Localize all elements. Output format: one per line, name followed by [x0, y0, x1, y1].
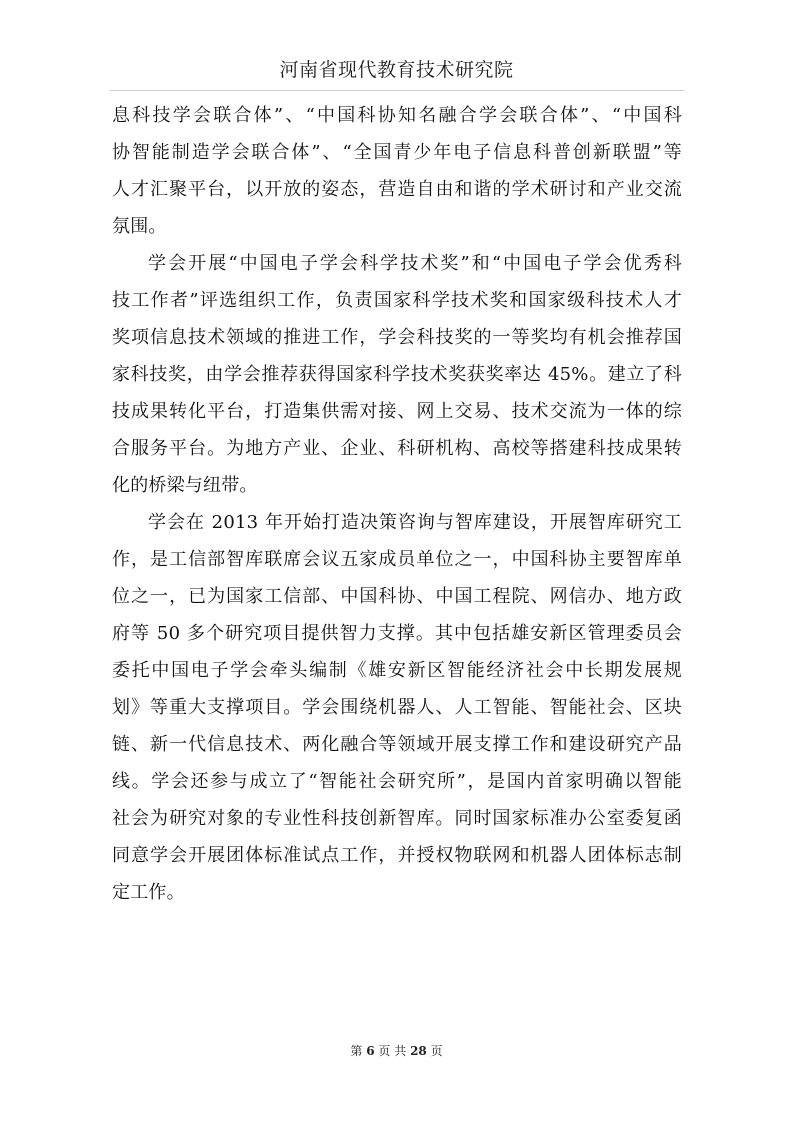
text-line: 位之一，已为国家工信部、中国科协、中国工程院、网信办、地方政 [112, 586, 682, 607]
document-body [112, 97, 682, 911]
page-footer [0, 1043, 793, 1059]
text-line: 链、新一代信息技术、两化融合等领域开展支撑工作和建设研究产品 [112, 734, 682, 755]
text-line: 合服务平台。为地方产业、企业、科研机构、高校等搭建科技成果转 [112, 438, 682, 459]
total-page-count: 28 [410, 1044, 427, 1058]
text-line: 人才汇聚平台，以开放的姿态，营造自由和谐的学术研讨和产业交流 [112, 179, 682, 200]
text-line: 家科技奖，由学会推荐获得国家科学技术奖获奖率达 45%。建立了科 [112, 364, 682, 385]
text-line: 技工作者”评选组织工作，负责国家科学技术奖和国家级科技术人才 [112, 290, 682, 311]
paragraph [112, 97, 682, 245]
text-line: 委托中国电子学会牵头编制《雄安新区智能经济社会中长期发展规 [112, 660, 682, 681]
text-line: 同意学会开展团体标准试点工作，并授权物联网和机器人团体标志制 [112, 845, 682, 866]
text-line: 奖项信息技术领域的推进工作，学会科技奖的一等奖均有机会推荐国 [112, 327, 682, 348]
text-line: 线。学会还参与成立了“智能社会研究所”，是国内首家明确以智能 [112, 771, 682, 792]
text-line: 技成果转化平台，打造集供需对接、网上交易、技术交流为一体的综 [112, 401, 682, 422]
text-line: 定工作。 [112, 882, 185, 903]
current-page-number: 6 [366, 1044, 375, 1058]
text-line: 氛围。 [112, 216, 167, 237]
text-line: 府等 50 多个研究项目提供智力支撑。其中包括雄安新区管理委员会 [112, 623, 682, 644]
header-divider [110, 90, 684, 91]
footer-suffix: 页 [430, 1044, 443, 1058]
text-line: 学会开展“中国电子学会科学技术奖”和“中国电子学会优秀科 [148, 253, 682, 274]
footer-prefix: 第 [350, 1044, 363, 1058]
text-line: 社会为研究对象的专业性科技创新智库。同时国家标准办公室委复函 [112, 808, 682, 829]
text-line: 协智能制造学会联合体”、“全国青少年电子信息科普创新联盟”等 [112, 142, 682, 163]
text-line: 化的桥梁与纽带。 [112, 475, 258, 496]
paragraph [112, 504, 682, 911]
text-line: 作，是工信部智库联席会议五家成员单位之一，中国科协主要智库单 [112, 549, 682, 570]
page-header-title: 河南省现代教育技术研究院 [279, 59, 514, 81]
text-line: 息科技学会联合体”、“中国科协知名融合学会联合体”、“中国科 [112, 105, 682, 126]
paragraph [112, 245, 682, 504]
text-line: 学会在 2013 年开始打造决策咨询与智库建设，开展智库研究工 [148, 512, 682, 533]
text-line: 划》等重大支撑项目。学会围绕机器人、人工智能、智能社会、区块 [112, 697, 682, 718]
footer-middle: 页 共 [378, 1044, 407, 1058]
